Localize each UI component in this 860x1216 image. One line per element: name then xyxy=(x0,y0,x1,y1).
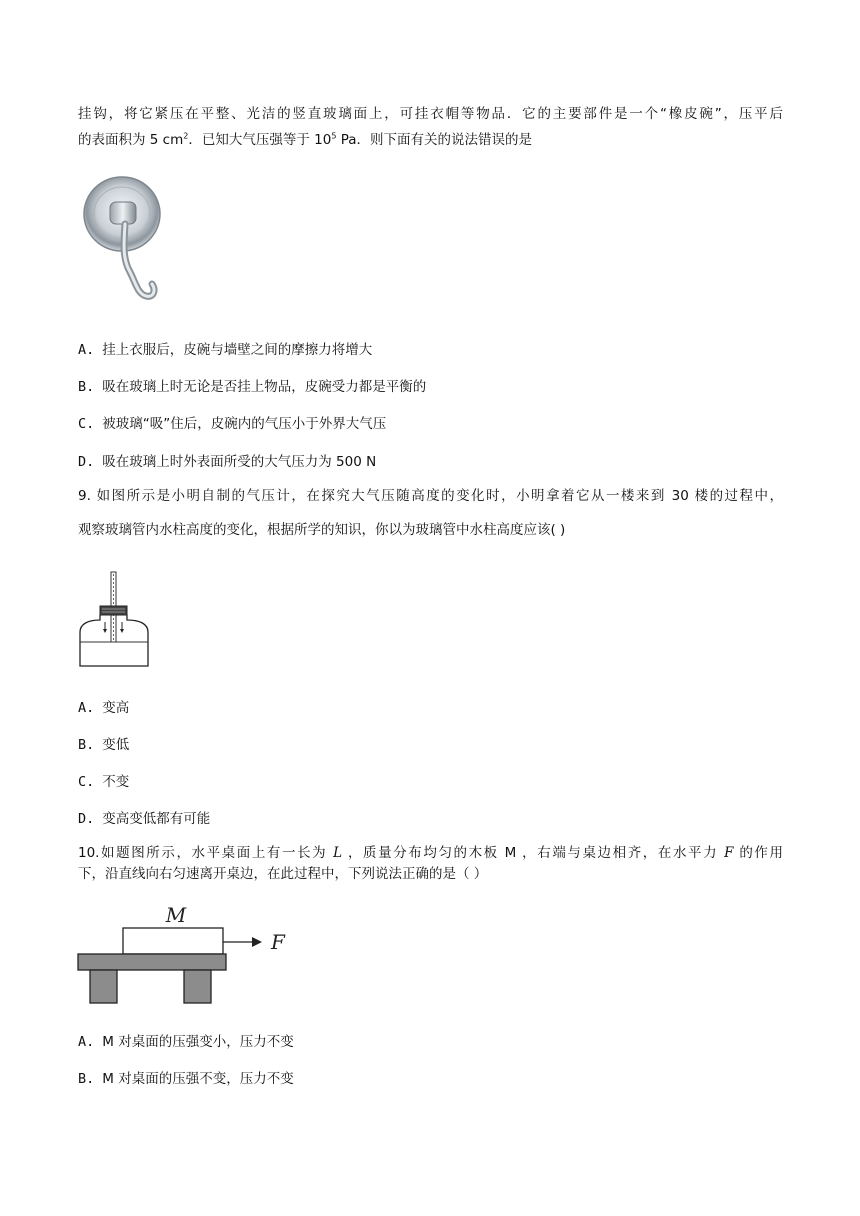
option-label: A. xyxy=(78,1034,95,1050)
q9-option-c xyxy=(78,770,129,790)
table-board-icon xyxy=(76,902,286,1006)
q8-superscript-exp: 5 xyxy=(331,131,337,141)
q9-option-a xyxy=(78,696,129,716)
q10-stem-text-c: 的作用 xyxy=(739,845,783,861)
q8-option-b xyxy=(78,375,426,395)
q8-option-d xyxy=(78,450,376,470)
option-label: B. xyxy=(78,737,95,753)
option-text: 变高变低都有可能 xyxy=(102,811,211,827)
option-text: M 对桌面的压强变小，压力不变 xyxy=(102,1034,294,1050)
option-label: D. xyxy=(78,454,95,470)
q8-option-a xyxy=(78,338,372,358)
q8-option-c xyxy=(78,412,386,432)
q8-stem-text-c: Pa．则下面有关的说法错误的是 xyxy=(336,132,533,148)
q10-stem-text-b: ，质量分布均匀的木板 M ，右端与桌边相齐，在水平力 xyxy=(347,845,719,861)
option-text: M 对桌面的压强不变，压力不变 xyxy=(102,1071,294,1087)
option-label: A. xyxy=(78,700,95,716)
option-text: 不变 xyxy=(102,774,130,790)
option-label: C. xyxy=(78,416,95,432)
q8-stem-line2 xyxy=(78,130,532,150)
option-text: 变低 xyxy=(102,737,130,753)
q8-superscript-area: 2 xyxy=(183,131,189,141)
q9-stem-line1: 9. 如图所示是小明自制的气压计，在探究大气压随高度的变化时，小明拿着它从一楼来到 30 楼的过程中， xyxy=(78,488,783,504)
option-label: A. xyxy=(78,342,95,358)
force-label: F xyxy=(271,930,285,954)
option-text: 挂上衣服后，皮碗与墙壁之间的摩擦力将增大 xyxy=(102,342,373,358)
suction-hook-icon xyxy=(80,172,170,312)
q9-stem-line2: 观察玻璃管内水柱高度的变化，根据所学的知识，你以为玻璃管中水柱高度应该( ) xyxy=(78,522,566,538)
option-label: C. xyxy=(78,774,95,790)
q10-stem-text-a: 10.如题图所示，水平桌面上有一长为 xyxy=(78,845,328,861)
q9-option-b xyxy=(78,733,129,753)
option-label: B. xyxy=(78,379,95,395)
force-symbol: F xyxy=(724,845,734,861)
q10-stem-line2: 下，沿直线向右匀速离开桌边，在此过程中，下列说法正确的是（ ） xyxy=(78,866,488,882)
q10-option-a xyxy=(78,1030,294,1050)
barometer-bottle-icon xyxy=(78,570,154,670)
option-label: B. xyxy=(78,1071,95,1087)
q8-stem-line1: 挂钩，将它紧压在平整、光洁的竖直玻璃面上，可挂衣帽等物品．它的主要部件是一个“橡皮碗”，压平后 xyxy=(78,106,783,122)
q8-stem-text-b: ．已知大气压强等于 10 xyxy=(188,132,332,148)
option-text: 被玻璃“吸”住后，皮碗内的气压小于外界大气压 xyxy=(102,416,387,432)
q9-option-d xyxy=(78,807,210,827)
option-label: D. xyxy=(78,811,95,827)
q8-stem-text-a: 的表面积为 5 cm xyxy=(78,132,184,148)
board-label: M xyxy=(165,903,187,927)
option-text: 变高 xyxy=(102,700,130,716)
option-text: 吸在玻璃上时外表面所受的大气压力为 500 N xyxy=(102,454,377,470)
q10-option-b xyxy=(78,1067,294,1087)
length-symbol: L xyxy=(333,845,343,861)
q10-stem-line1 xyxy=(78,843,783,863)
option-text: 吸在玻璃上时无论是否挂上物品，皮碗受力都是平衡的 xyxy=(102,379,427,395)
